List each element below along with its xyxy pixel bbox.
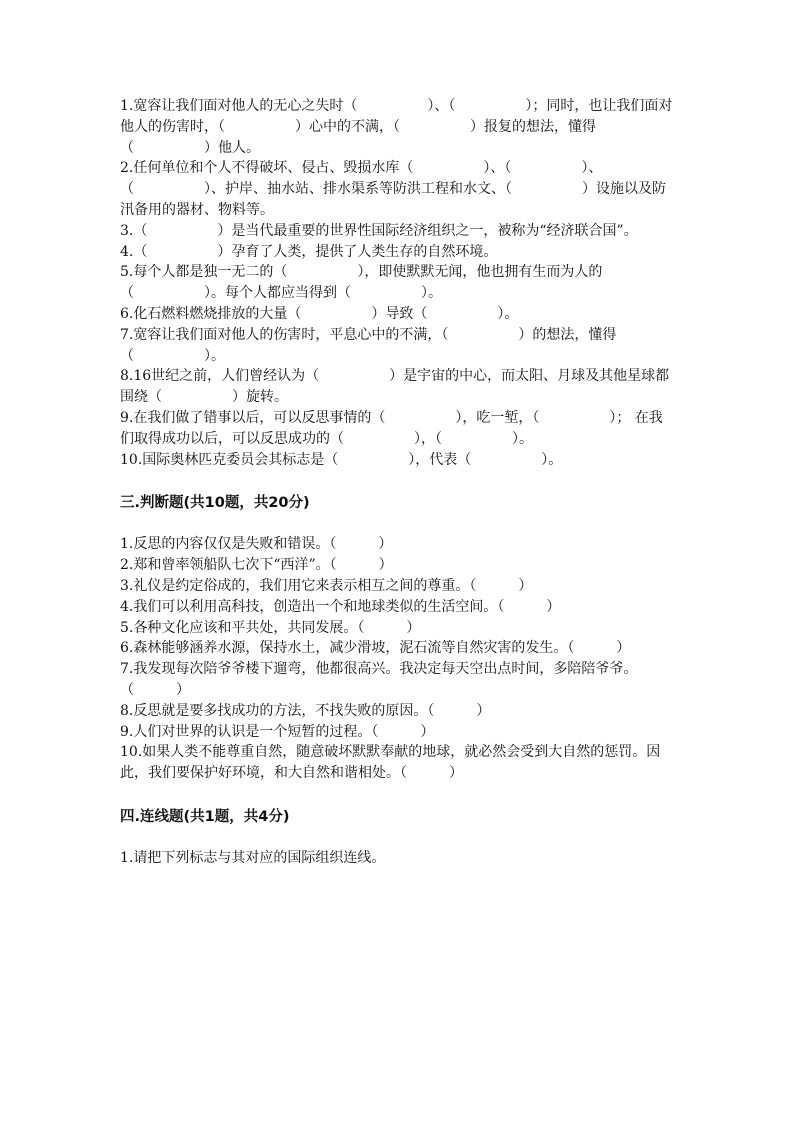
- section-title-judgement: 三.判断题(共10题，共20分): [120, 495, 310, 512]
- matching-list: [120, 848, 676, 869]
- fill-question: 3.（ ）是当代最重要的世界性国际经济组织之一，被称为“经济联合国”。: [120, 222, 638, 239]
- judgement-question: 8.反思就是要多找成功的方法，不找失败的原因。（ ）: [120, 702, 491, 719]
- fill-question: 4.（ ）孕育了人类，提供了人类生存的自然环境。: [120, 243, 498, 260]
- judgement-question: 6.森林能够涵养水源，保持水土，减少滑坡，泥石流等自然灾害的发生。（ ）: [120, 640, 631, 657]
- fill-blank-list: [120, 96, 676, 470]
- judgement-question: 10.如果人类不能尊重自然，随意破坏默默奉献的地球，就必然会受到大自然的惩罚。因此，我们要保护好环境，和大自然和谐相处。（ ）: [120, 744, 661, 782]
- judgement-question: 5.各种文化应该和平共处，共同发展。（ ）: [120, 619, 421, 636]
- fill-question: 1.宽容让我们面对他人的无心之失时（ ）、（ ）；同时，也让我们面对他人的伤害时，（ ）心中的不满，（ ）报复的想法，懂得（ ）他人。: [120, 98, 673, 156]
- judgement-question: 2.郑和曾率领船队七次下“西洋”。（ ）: [120, 557, 393, 574]
- fill-question: 10.国际奥林匹克委员会其标志是（ ），代表（ ）。: [120, 451, 563, 468]
- fill-question: 7.宽容让我们面对他人的伤害时，平息心中的不满，（ ）的想法，懂得（ ）。: [120, 326, 617, 364]
- fill-question: 5.每个人都是独一无二的（ ），即使默默无闻，他也拥有生而为人的（ ）。每个人都应当得到（ ）。: [120, 264, 603, 302]
- judgement-question: 7.我发现每次陪爷爷楼下遛弯，他都很高兴。我决定每天空出点时间，多陪陪爷爷。（ ）: [120, 661, 638, 698]
- judgement-question: 1.反思的内容仅仅是失败和错误。（ ）: [120, 536, 393, 553]
- fill-question: 6.化石燃料燃烧排放的大量（ ）导致（ ）。: [120, 305, 519, 322]
- fill-question: 8.16世纪之前，人们曾经认为（ ）是宇宙的中心，而太阳、月球及其他星球都围绕（ ）旋转。: [120, 368, 670, 406]
- judgement-list: [120, 534, 676, 784]
- matching-question: 1.请把下列标志与其对应的国际组织连线。: [120, 849, 386, 866]
- judgement-question: 3.礼仪是约定俗成的，我们用它来表示相互之间的尊重。（ ）: [120, 577, 533, 594]
- judgement-question: 9.人们对世界的认识是一个短暂的过程。（ ）: [120, 723, 435, 740]
- judgement-question: 4.我们可以利用高科技，创造出一个和地球类似的生活空间。（ ）: [120, 598, 561, 615]
- fill-question: 9.在我们做了错事以后，可以反思事情的（ ），吃一堑，（ ）； 在我们取得成功以后，可以反思成功的（ ），（ ）。: [120, 409, 663, 447]
- fill-question: 2.任何单位和个人不得破坏、侵占、毁损水库（ ）、（ ）、（ ）、护岸、抽水站、排水渠系等防洪工程和水文、（ ）设施以及防汛备用的器材、物料等。: [120, 160, 666, 218]
- section-title-matching: 四.连线题(共1题，共4分): [120, 808, 290, 825]
- exam-page: [120, 96, 676, 869]
